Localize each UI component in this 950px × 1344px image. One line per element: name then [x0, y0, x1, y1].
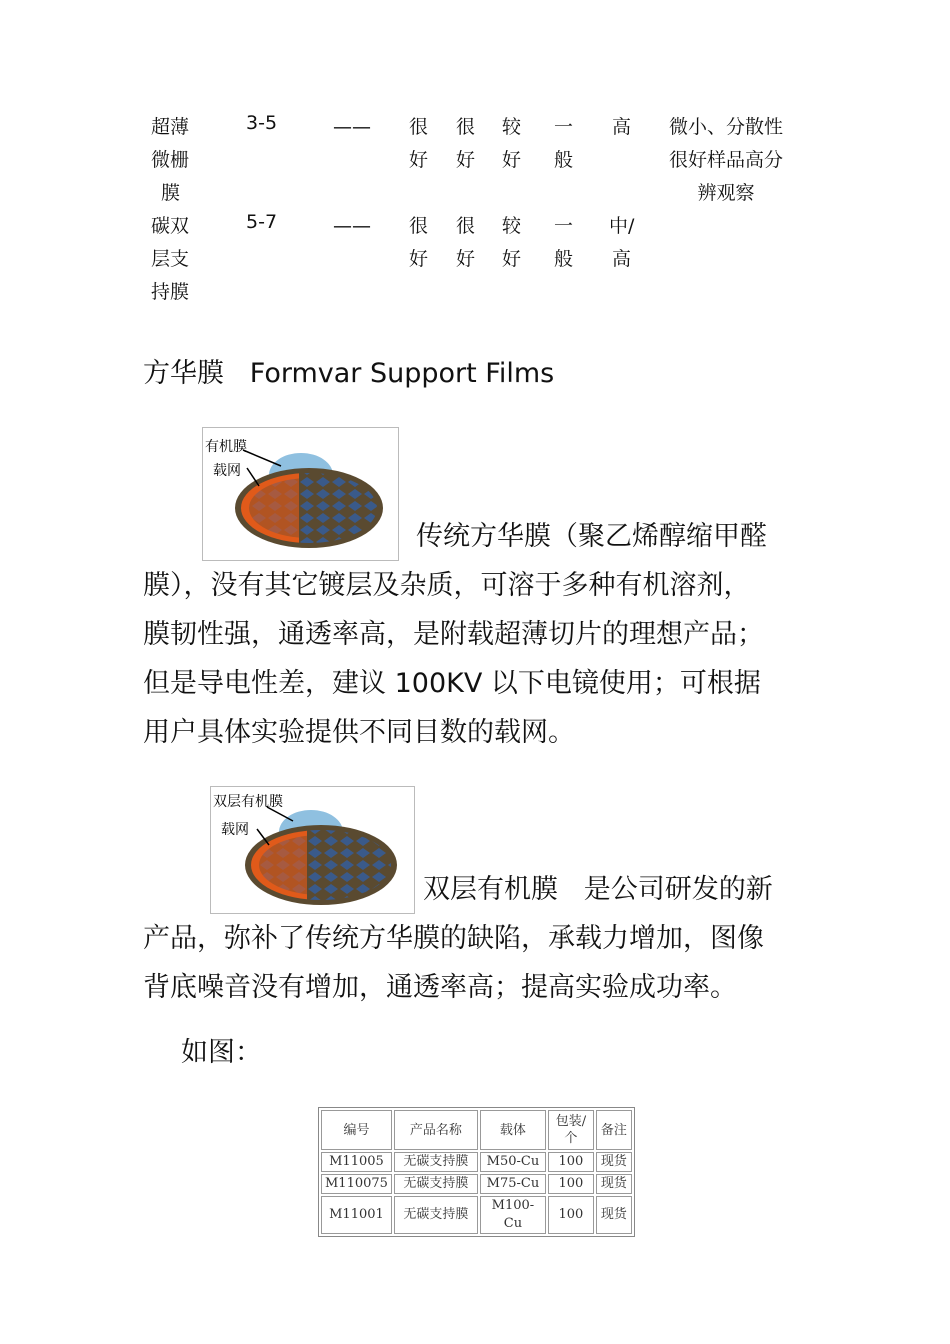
rating-text: 一: [554, 215, 574, 237]
resolution-text: 高: [612, 116, 632, 138]
rating-text: 好: [456, 149, 476, 171]
double-layer-film-diagram: [210, 786, 415, 914]
resolution-text: 中/: [609, 215, 635, 237]
col-header: 编号: [321, 1110, 392, 1150]
thickness-cell: 3-5: [246, 112, 278, 134]
rating-cell: [409, 210, 428, 276]
rating-text: 很: [456, 215, 476, 237]
resolution-text: 高: [612, 248, 632, 270]
rating-text: 好: [502, 248, 522, 270]
rating-cell: [502, 210, 521, 276]
film-name-line: 超薄: [151, 116, 190, 138]
rating-text: 很: [409, 116, 429, 138]
para-line: 产品，弥补了传统方华膜的缺陷，承载力增加，图像: [143, 923, 764, 954]
table-cell: 无碳支持膜: [394, 1196, 478, 1234]
table-cell: M110075: [321, 1174, 392, 1194]
rating-text: 一: [554, 116, 574, 138]
application-text: 辨观察: [697, 182, 755, 204]
resolution-cell: [612, 111, 631, 144]
rating-text: 较: [502, 215, 522, 237]
rating-text: 好: [409, 248, 429, 270]
thickness-cell: 5-7: [246, 211, 278, 233]
film-name-cell: [151, 210, 189, 309]
para-line: 用户具体实验提供不同目数的载网。: [143, 717, 575, 748]
dash-cell: ——: [333, 116, 371, 138]
rating-text: 般: [554, 149, 574, 171]
rating-cell: [502, 111, 521, 177]
table-cell: 100: [548, 1196, 594, 1234]
table-cell: M11001: [321, 1196, 392, 1234]
para1-body: [143, 561, 764, 757]
film-label: 双层有机膜: [213, 794, 283, 810]
product-table: [318, 1107, 635, 1237]
film-name-line: 持膜: [151, 281, 190, 303]
table-cell: 无碳支持膜: [394, 1152, 478, 1172]
rating-text: 好: [502, 149, 522, 171]
para-line: 膜），没有其它镀层及杂质，可溶于多种有机溶剂，: [143, 570, 751, 601]
table-row: [321, 1196, 632, 1234]
col-header: 产品名称: [394, 1110, 478, 1150]
rating-cell: [554, 210, 573, 276]
application-text: 很好样品高分: [668, 149, 783, 171]
para2-body: [143, 914, 764, 1012]
rating-text: 很: [409, 215, 429, 237]
application-cell: [668, 111, 784, 210]
col-header: 备注: [596, 1110, 632, 1150]
resolution-cell: [609, 210, 634, 276]
rating-cell: [554, 111, 573, 177]
dash-cell: ——: [333, 215, 371, 237]
table-header-row: [321, 1110, 632, 1150]
para-line: 但是导电性差，建议 100KV 以下电镜使用；可根据: [143, 668, 761, 699]
rating-cell: [456, 111, 475, 177]
film-name-cell: [151, 111, 189, 210]
section-title: 方华膜 Formvar Support Films: [143, 358, 555, 389]
film-name-line: 碳双: [151, 215, 190, 237]
table-cell: 100: [548, 1152, 594, 1172]
para-line: 膜韧性强，通透率高，是附载超薄切片的理想产品；: [143, 619, 764, 650]
table-row: [321, 1152, 632, 1172]
para-line: 背底噪音没有增加，通透率高；提高实验成功率。: [143, 972, 737, 1003]
col-header: 载体: [480, 1110, 546, 1150]
rating-cell: [456, 210, 475, 276]
rating-text: 较: [502, 116, 522, 138]
table-cell: 现货: [596, 1174, 632, 1194]
col-header: 包装/个: [548, 1110, 594, 1150]
rating-text: 好: [409, 149, 429, 171]
film-label: 有机膜: [205, 439, 247, 455]
rating-text: 很: [456, 116, 476, 138]
formvar-film-diagram: [202, 427, 399, 561]
film-name-line: 膜: [161, 182, 181, 204]
table-row: [321, 1174, 632, 1194]
table-cell: 现货: [596, 1152, 632, 1172]
table-cell: 现货: [596, 1196, 632, 1234]
para2-first-line: 双层有机膜 是公司研发的新: [423, 874, 773, 905]
see-figure-label: 如图：: [181, 1037, 262, 1068]
table-cell: 无碳支持膜: [394, 1174, 478, 1194]
table-cell: M100-Cu: [480, 1196, 546, 1234]
rating-cell: [409, 111, 428, 177]
para1-first-line: 传统方华膜（聚乙烯醇缩甲醛: [416, 521, 767, 552]
application-text: 微小、分散性: [668, 116, 783, 138]
rating-text: 般: [554, 248, 574, 270]
film-name-line: 微栅: [151, 149, 190, 171]
grid-label: 载网: [213, 463, 241, 479]
table-cell: 100: [548, 1174, 594, 1194]
rating-text: 好: [456, 248, 476, 270]
table-cell: M75-Cu: [480, 1174, 546, 1194]
table-cell: M11005: [321, 1152, 392, 1172]
table-cell: M50-Cu: [480, 1152, 546, 1172]
grid-label: 载网: [221, 822, 249, 838]
film-name-line: 层支: [151, 248, 190, 270]
